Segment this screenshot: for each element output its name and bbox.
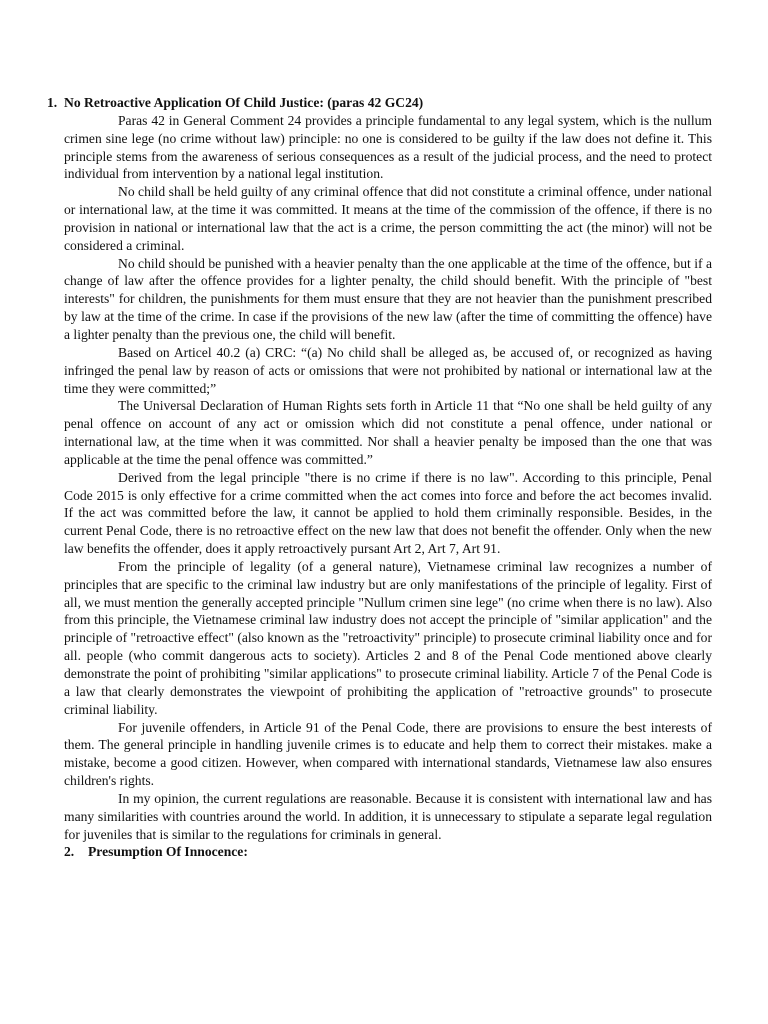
section-heading-1 [47, 94, 712, 112]
document-page [47, 94, 712, 861]
section-heading-2 [64, 843, 712, 861]
paragraph-1: Paras 42 in General Comment 24 provides a principle fundamental to any legal system, which is the nullum crimen sine lege (no crime without law) principle: no one is considered to be guilty if the law does not define it. This principle stems from the awareness of serious consequences as a result of the judicial process, and the need to protect individual from intervention by a national legal institution. [64, 112, 712, 182]
paragraph-9: In my opinion, the current regulations are reasonable. Because it is consistent with international law and has many similarities with countries around the world. In addition, it is unnecessary to stipulate a separate legal regulation for juveniles that is similar to the regulations for criminals in general. [64, 790, 712, 842]
section-number-2: 2. [64, 844, 75, 860]
section-title-2: Presumption Of Innocence: [88, 844, 248, 860]
paragraph-6: Derived from the legal principle "there is no crime if there is no law". According to this principle, Penal Code 2015 is only effective for a crime committed when the act comes into force and before the act becomes invalid. If the act was committed before the law, it cannot be applied to hold them criminally responsible. Besides, in the current Penal Code, there is no retroactive effect on the new law that does not benefit the offender. Only when the new law benefits the offender, does it apply retroactively pursant Art 2, Art 7, Art 91. [64, 469, 712, 557]
paragraph-7: From the principle of legality (of a general nature), Vietnamese criminal law recognizes a number of principles that are specific to the criminal law industry but are only manifestations of the principle of legality. First of all, we must mention the generally accepted principle "Nullum crimen sine lege" (no crime when there is no law). Also from this principle, the Vietnamese criminal law industry does not accept the principle of "similar application" and the principle of "retroactive effect" (also known as the "retroactivity" principle) to prosecute criminal liability once and for all. people (who commit dangerous acts to society). Articles 2 and 8 of the Penal Code mentioned above clearly demonstrate the point of prohibiting "similar applications" to prosecute criminal liability. Article 7 of the Penal Code is a law that clearly demonstrates the viewpoint of prohibiting the application of "retroactive grounds" to prosecute criminal liability. [64, 558, 712, 717]
paragraph-3: No child should be punished with a heavier penalty than the one applicable at the time of the offence, but if a change of law after the offence provides for a lighter penalty, the child should benefit. With the principle of "best interests" for children, the punishments for them must ensure that they are not heavier than the punishment prescribed by law at the time of the crime. In case if the provisions of the new law (after the time of committing the offence) have a lighter penalty than the previous one, the child will benefit. [64, 255, 712, 342]
section-number-1: 1. [47, 95, 58, 110]
paragraph-5: The Universal Declaration of Human Rights sets forth in Article 11 that “No one shall be held guilty of any penal offence on account of any act or omission which did not constitute a penal offence, under national or international law, at the time when it was committed. Nor shall a heavier penalty be imposed than the one that was applicable at the time the penal offence was committed.” [64, 398, 712, 467]
section-title-1: No Retroactive Application Of Child Justice: (paras 42 GC24) [64, 95, 424, 110]
paragraph-8: For juvenile offenders, in Article 91 of the Penal Code, there are provisions to ensure the best interests of them. The general principle in handling juvenile crimes is to educate and help them to correct their mistakes. make a mistake, become a good citizen. However, when compared with international standards, Vietnamese law also ensures children's rights. [64, 719, 712, 789]
paragraph-2: No child shall be held guilty of any criminal offence that did not constitute a criminal offence, under national or international law, at the time it was committed. It means at the time of the commission of the offence, if there is no provision in national or international law that the act is a crime, the person committing the act (the minor) will not be considered a criminal. [64, 184, 712, 253]
paragraph-4: Based on Articel 40.2 (a) CRC: “(a) No child shall be alleged as, be accused of, or recognized as having infringed the penal law by reason of acts or omissions that were not prohibited by national or international law at the time they were committed;” [64, 344, 712, 396]
